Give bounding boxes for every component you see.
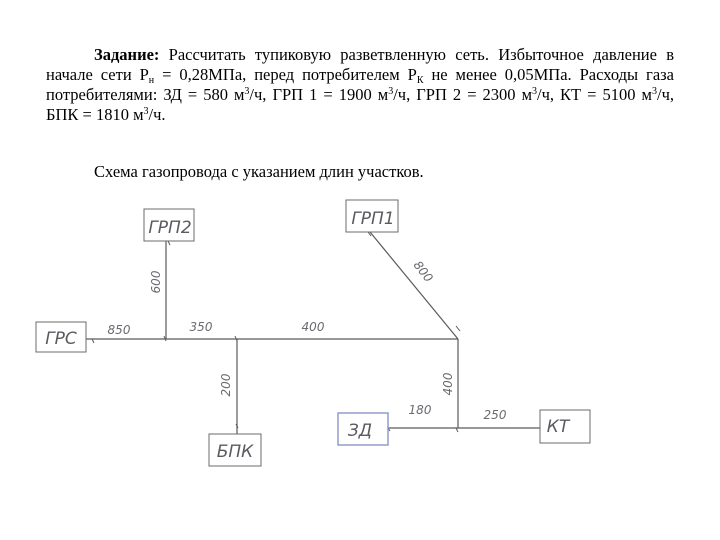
task-text: Рассчитать тупиковую разветвленную сеть. Избыточное давление в начале сети Р: [46, 45, 674, 84]
grp2-label: ГРП2: [148, 218, 192, 238]
length-800-label: 800: [410, 258, 436, 285]
length-200-label: 200: [219, 373, 233, 397]
zd-label: ЗД: [347, 421, 373, 441]
unit-superscript: 3: [388, 86, 394, 97]
pressure-consumer-subscript: К: [416, 75, 424, 86]
pressure-start-subscript: н: [148, 75, 155, 86]
length-400-label: 400: [301, 320, 325, 334]
task-text: /ч, ГРП 1 = 1900 м: [249, 85, 389, 104]
task-text: /ч.: [148, 105, 166, 124]
kt-label: КТ: [546, 417, 570, 437]
task-text: /ч, БПК = 1810 м: [46, 85, 674, 124]
unit-superscript: 3: [143, 106, 149, 117]
length-350-label: 350: [189, 320, 213, 334]
unit-superscript: 3: [532, 86, 538, 97]
node-markers: [92, 232, 460, 432]
task-text: /ч, КТ = 5100 м: [537, 85, 652, 104]
length-250-label: 250: [483, 408, 507, 422]
length-400-riser-label: 400: [441, 372, 455, 396]
task-text: не менее 0,05МПа. Расходы газа потребителями: ЗД = 580 м: [46, 65, 674, 104]
grp1-label: ГРП1: [351, 209, 395, 229]
task-text: /ч, ГРП 2 = 2300 м: [393, 85, 533, 104]
task-label: Задание:: [94, 45, 160, 64]
unit-superscript: 3: [244, 86, 250, 97]
grp1-pipe: [370, 232, 458, 339]
grs-label: ГРС: [45, 329, 77, 349]
diagram-caption: Схема газопровода с указанием длин участков.: [94, 162, 424, 181]
task-text: = 0,28МПа, перед потребителем Р: [154, 65, 417, 84]
length-600-label: 600: [149, 270, 163, 294]
length-180-label: 180: [408, 403, 432, 417]
unit-superscript: 3: [651, 86, 657, 97]
length-850-label: 850: [107, 323, 131, 337]
bpk-label: БПК: [216, 442, 254, 462]
